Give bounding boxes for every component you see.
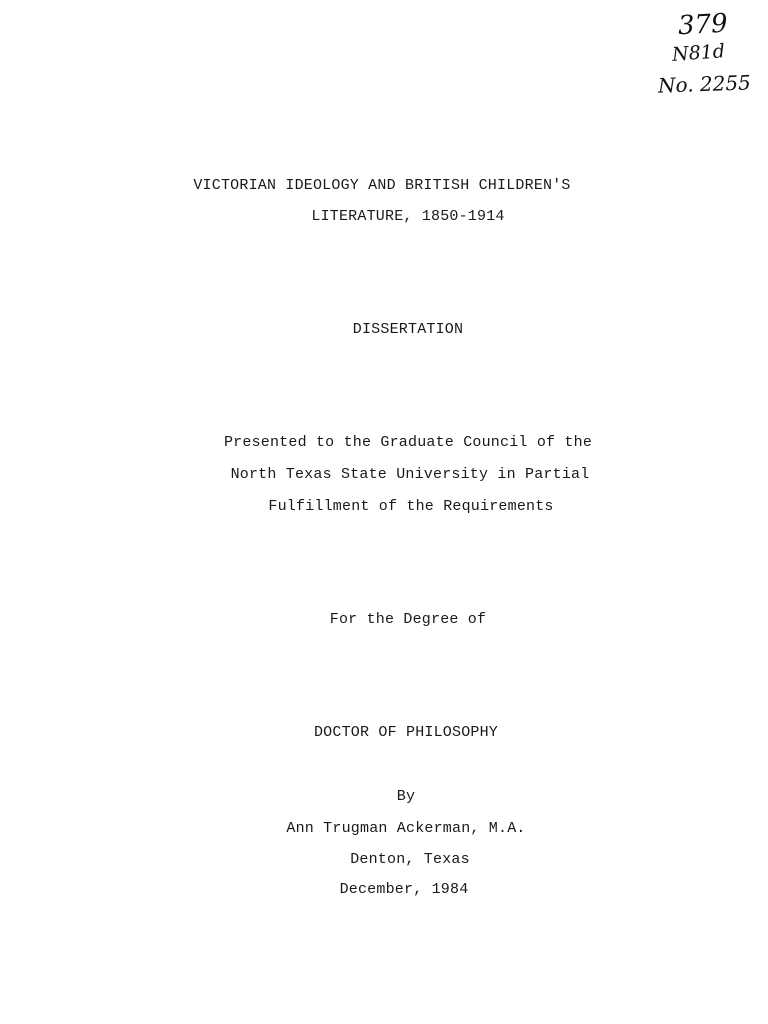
location: Denton, Texas (350, 851, 470, 868)
presentation-line-2: North Texas State University in Partial (230, 466, 590, 483)
by-label: By (396, 788, 416, 805)
document-type: DISSERTATION (352, 321, 464, 338)
title-line-1: VICTORIAN IDEOLOGY AND BRITISH CHILDREN'S (193, 177, 571, 194)
catalog-mark-cutter-number: N81d (671, 40, 726, 66)
catalog-mark-class-number: 379 (677, 8, 729, 42)
degree-intro: For the Degree of (329, 611, 487, 628)
title-line-2: LITERATURE, 1850-1914 (311, 208, 505, 225)
author-name: Ann Trugman Ackerman, M.A. (286, 820, 526, 837)
submission-date: December, 1984 (339, 881, 469, 898)
presentation-line-3: Fulfillment of the Requirements (268, 498, 554, 515)
presentation-line-1: Presented to the Graduate Council of the (223, 434, 593, 451)
degree-name: DOCTOR OF PHILOSOPHY (313, 724, 499, 741)
catalog-mark-item-number: No. 2255 (657, 70, 752, 98)
